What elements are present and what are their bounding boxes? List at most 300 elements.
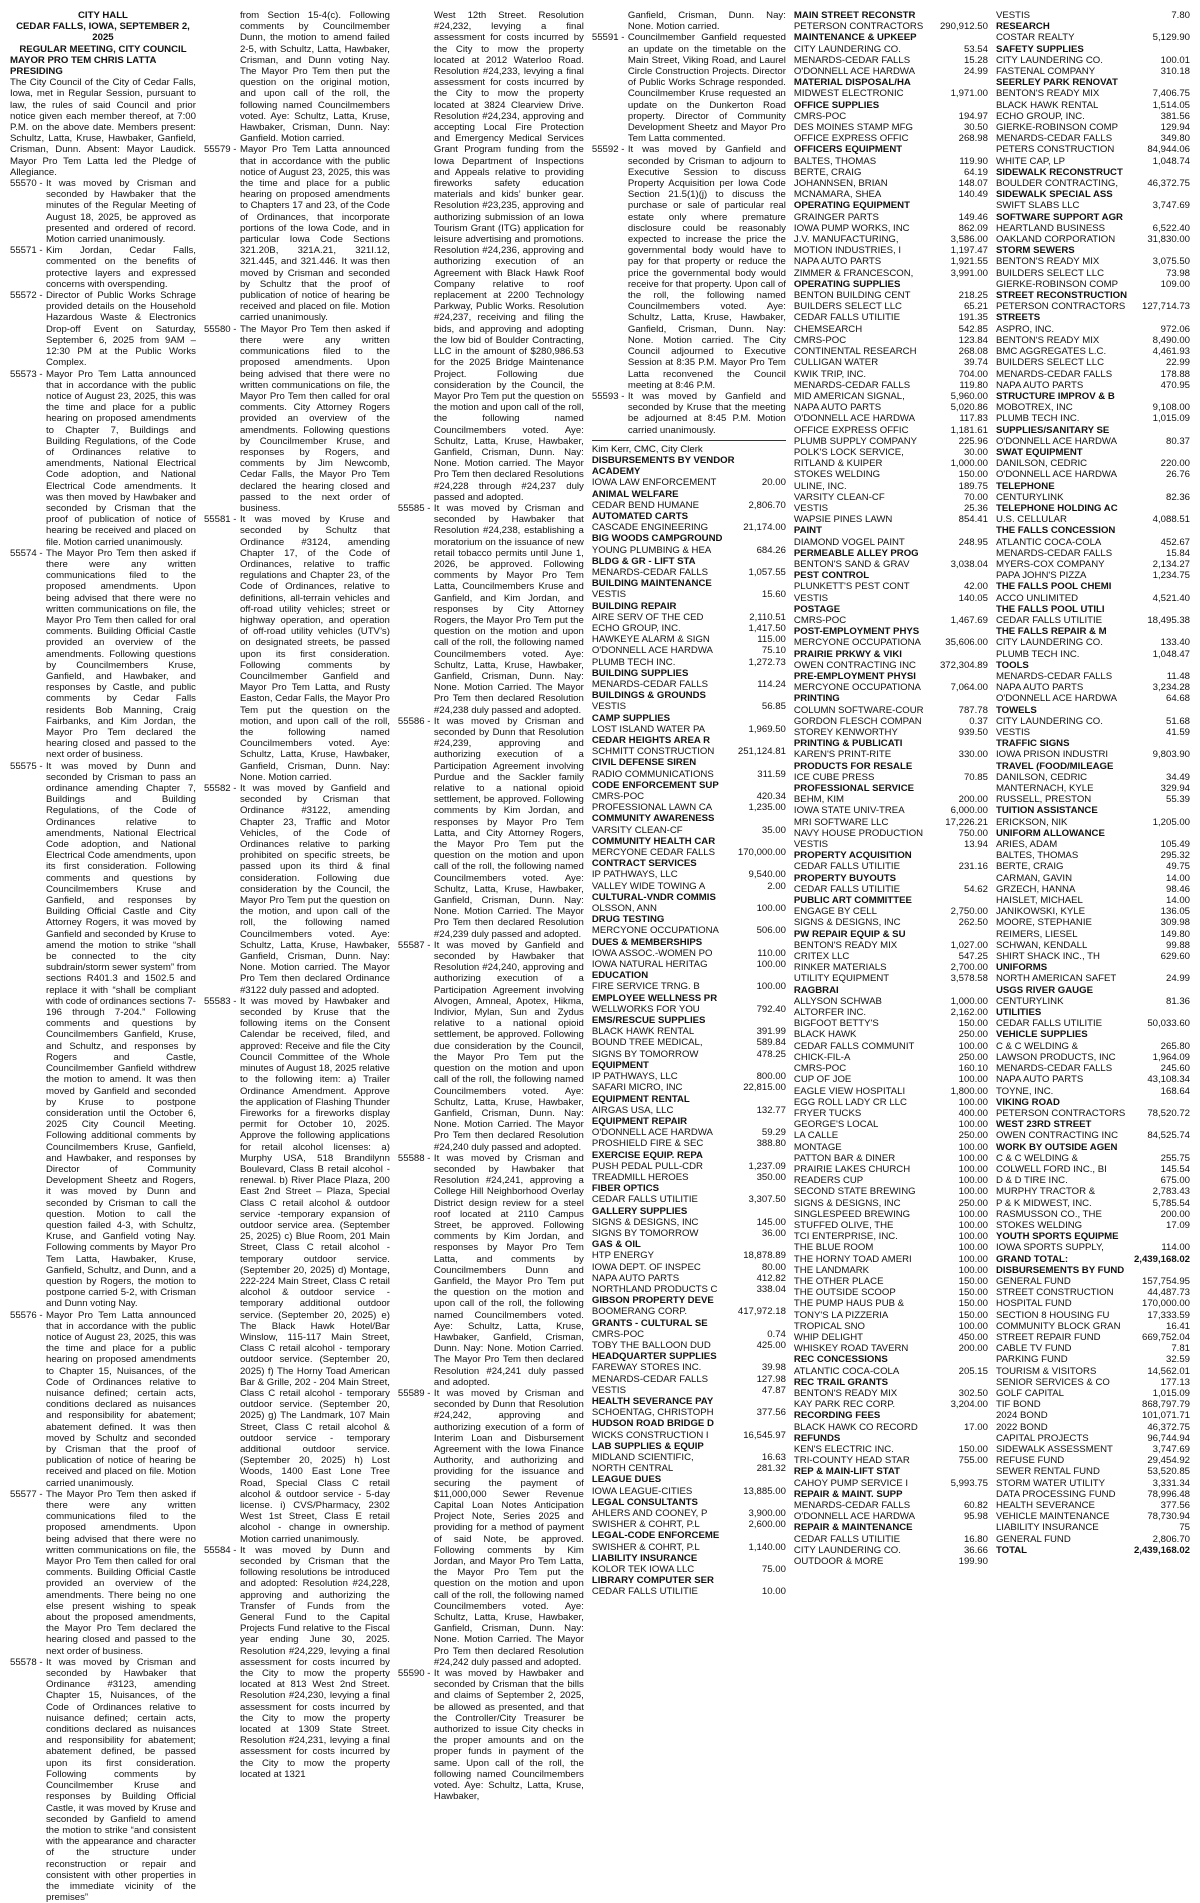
vendor-amount: 302.50 (958, 1387, 988, 1399)
vendor-name: MANTERNACH, KYLE (995, 783, 1094, 795)
vendor-name: IOWA PUMP WORKS, INC (793, 222, 910, 234)
vendor-name: BOUND TREE MEDICAL, (591, 1037, 703, 1049)
category-heading: LIBRARY COMPUTER SER (591, 1575, 714, 1587)
vendor-name: BEHM, KIM (793, 794, 845, 806)
vendor-name: WHISKEY ROAD TAVERN (793, 1343, 909, 1355)
vendor-name: TROPICAL SNO (793, 1320, 865, 1332)
vendor-row (996, 1298, 1190, 1309)
newspaper-page (10, 10, 1190, 1903)
vendor-amount: 3,991.00 (950, 267, 988, 279)
vendor-amount: 13.94 (963, 839, 988, 851)
item-text: Director of Public Works Schrage provided details on the Household Hazardous Waste & Electronics Drop-off Event on Saturday, September 6, 2025 from 9AM – 12:30 PM at the Public Works Complex. (46, 290, 196, 369)
vendor-amount: 78,730.94 (1147, 1511, 1190, 1523)
vendor-amount: 542.85 (958, 323, 988, 335)
vendor-row (996, 346, 1190, 357)
vendor-name: 2024 BOND (995, 1410, 1048, 1422)
vendor-row (794, 1242, 988, 1253)
vendor-amount: 127.98 (756, 1373, 786, 1385)
vendor-row (794, 906, 988, 917)
vendor-row (996, 10, 1190, 21)
vendor-row (592, 1542, 786, 1553)
vendor-row (996, 1175, 1190, 1186)
vendor-row (794, 716, 988, 727)
item-number: 55573 - (10, 368, 43, 380)
category-heading: OFFICERS EQUIPMENT (793, 144, 903, 156)
vendor-row (794, 951, 988, 962)
vendor-row (592, 612, 786, 623)
vendor-amount: 177.13 (1160, 1376, 1190, 1388)
vendor-name: BALTES, THOMAS (793, 155, 877, 167)
vendor-amount: 46,372.75 (1147, 178, 1190, 190)
category-heading: TRAFFIC SIGNS (995, 738, 1070, 750)
vendor-name: GENERAL FUND (995, 1533, 1071, 1545)
vendor-name: DES MOINES STAMP MFG (793, 122, 913, 134)
vendor-name: O'DONNELL ACE HARDWA (591, 645, 713, 657)
grand-total-row (996, 1254, 1190, 1265)
vendor-row (592, 545, 786, 556)
vendor-row (794, 682, 988, 693)
vendor-name: BIGFOOT BETTY'S (793, 1018, 879, 1030)
category-heading: PERMEABLE ALLEY PROG (793, 547, 919, 559)
item-number: 55584 - (203, 1544, 237, 1556)
vendor-row (996, 906, 1190, 917)
vendor-row (996, 402, 1190, 413)
vendor-amount: 100.00 (958, 1242, 988, 1254)
vendor-row (592, 1284, 786, 1295)
vendor-row (794, 1500, 988, 1511)
vendor-row (592, 567, 786, 578)
vendor-name: LA CALLE (793, 1130, 839, 1142)
vendor-amount: 81.36 (1165, 995, 1190, 1007)
vendor-row (592, 1306, 786, 1317)
vendor-amount: 100.00 (958, 1186, 988, 1198)
vendor-amount: 1,000.00 (950, 458, 988, 470)
vendor-amount: 75.00 (761, 1564, 786, 1576)
vendor-amount: 251,124.81 (737, 746, 786, 758)
vendor-name: STREET REPAIR FUND (995, 1331, 1101, 1343)
vendor-row (996, 1343, 1190, 1354)
category-heading: THE FALLS CONCESSION (995, 525, 1116, 537)
vendor-name: BENTON'S READY MIX (995, 88, 1100, 100)
vendor-amount: 96,744.94 (1147, 1432, 1190, 1444)
vendor-row (996, 324, 1190, 335)
vendor-amount: 262.50 (958, 917, 988, 929)
vendor-name: O'DONNELL ACE HARDWA (995, 693, 1118, 705)
vendor-row (996, 839, 1190, 850)
minutes-item (592, 391, 786, 436)
vendor-name: GRAINGER PARTS (793, 211, 879, 223)
vendor-row (996, 850, 1190, 861)
minutes-item (204, 10, 390, 144)
vendor-amount: 84,525.74 (1147, 1130, 1190, 1142)
vendor-name: CUP OF JOE (793, 1074, 852, 1086)
vendor-amount: 78,996.48 (1147, 1488, 1190, 1500)
vendor-name: DIAMOND VOGEL PAINT (793, 536, 905, 548)
vendor-row (592, 1250, 786, 1261)
category-heading: DUES & MEMBERSHIPS (591, 936, 703, 948)
vendor-row (592, 1262, 786, 1273)
vendor-row (996, 1511, 1190, 1522)
category-heading: MAINTENANCE & UPKEEP (793, 32, 917, 44)
vendor-row (996, 1209, 1190, 1220)
vendor-name: FASTENAL COMPANY (995, 66, 1096, 78)
vendor-amount: 133.40 (1160, 637, 1190, 649)
vendor-name: REIMERS, LIESEL (995, 928, 1078, 940)
vendor-name: VESTIS (591, 1384, 626, 1396)
vendor-amount: 18,495.38 (1147, 614, 1190, 626)
vendor-amount: 100.00 (756, 959, 786, 971)
minutes-item (398, 1668, 584, 1802)
vendor-name: CONTINENTAL RESEARCH (793, 346, 917, 358)
category-heading: BUILDING REPAIR (591, 600, 677, 612)
vendor-name: SECTION 8 HOUSING FU (995, 1309, 1110, 1321)
vendor-row (996, 1377, 1190, 1388)
vendor-amount: 5,960.00 (950, 390, 988, 402)
vendor-name: SINGLESPEED BREWING (793, 1208, 911, 1220)
vendor-name: IOWA DEPT. OF INSPEC (591, 1261, 701, 1273)
vendor-name: CMRS-POC (793, 334, 847, 346)
vendor-row (996, 1086, 1190, 1097)
vendor-amount: 268.98 (958, 133, 988, 145)
vendor-amount: 868,797.79 (1141, 1399, 1190, 1411)
vendor-name: NAPA AUTO PARTS (793, 256, 882, 268)
vendor-name: CITY LAUNDERING CO. (793, 43, 901, 55)
item-number: 55582 - (203, 783, 237, 795)
vendor-name: OAKLAND CORPORATION (995, 234, 1116, 246)
item-number: 55570 - (10, 178, 43, 190)
vendor-row (794, 1086, 988, 1097)
vendor-name: CEDAR BEND HUMANE (591, 499, 700, 511)
vendor-name: VESTIS (793, 502, 829, 514)
column-6 (996, 10, 1190, 1627)
item-number: 55586 - (397, 715, 431, 727)
vendor-row (996, 335, 1190, 346)
vendor-name: RITLAND & KUIPER (793, 458, 883, 470)
vendor-row (794, 469, 988, 480)
vendor-name: CMRS-POC (591, 1328, 645, 1340)
vendor-amount: 99.88 (1165, 939, 1190, 951)
vendor-row (794, 1041, 988, 1052)
category-heading: HUDSON ROAD BRIDGE D (591, 1418, 714, 1430)
vendor-row (794, 1074, 988, 1085)
vendor-amount: 114.00 (1161, 1242, 1190, 1254)
vendor-row (592, 1049, 786, 1060)
item-number: 55590 - (397, 1668, 431, 1680)
vendor-row (996, 693, 1190, 704)
vendor-row (794, 111, 988, 122)
vendor-name: MIDLAND SCIENTIFIC, (591, 1452, 694, 1463)
vendor-name: CHEMSEARCH (793, 323, 863, 335)
vendor-name: MONTAGE (793, 1141, 842, 1153)
vendor-amount: 30.00 (963, 446, 988, 458)
vendor-name: BUILDERS SELECT LLC (995, 267, 1105, 279)
vendor-name: KEN'S ELECTRIC INC. (793, 1444, 894, 1455)
category-heading: WORK BY OUTSIDE AGEN (995, 1141, 1118, 1153)
vendor-amount: 29,454.92 (1147, 1455, 1190, 1467)
vendor-name: KWIK TRIP, INC. (793, 368, 867, 380)
vendor-row (996, 256, 1190, 267)
vendor-amount: 7.81 (1171, 1343, 1190, 1355)
vendor-amount: 100.00 (958, 1208, 988, 1220)
vendor-name: TREADMILL HEROES (591, 1171, 689, 1183)
vendor-row (794, 1534, 988, 1545)
vendor-row (996, 940, 1190, 951)
vendor-name: HEALTH SEVERANCE (995, 1500, 1095, 1512)
vendor-row (996, 1478, 1190, 1489)
vendor-row (996, 951, 1190, 962)
vendor-amount: 117.83 (959, 413, 988, 425)
vendor-amount: 100.00 (958, 1141, 988, 1153)
category-heading: THE FALLS POOL CHEMI (995, 581, 1112, 593)
vendor-row (794, 1052, 988, 1063)
item-number: 55579 - (203, 144, 237, 156)
category-heading: LEAGUE DUES (591, 1474, 662, 1486)
vendor-name: HAWKEYE ALARM & SIGN (591, 634, 710, 646)
vendor-name: COLWELL FORD INC., BI (995, 1163, 1107, 1175)
vendor-name: LAWSON PRODUCTS, INC (995, 1051, 1116, 1063)
column-4 (592, 10, 786, 1627)
vendor-name: CEDAR FALLS UTILITIE (793, 861, 900, 873)
category-heading: PUBLIC ART COMMITTEE (793, 895, 912, 907)
item-number: 55580 - (203, 323, 237, 335)
vendor-amount: 372,304.89 (939, 659, 988, 671)
vendor-name: WELLWORKS FOR YOU (591, 1003, 700, 1015)
vendor-name: OUTDOOR & MORE (793, 1556, 884, 1568)
category-heading: SEERLEY PARK RENOVAT (995, 77, 1118, 89)
category-heading: WEST 23RD STREET (995, 1119, 1092, 1131)
vendor-name: BENTON'S SAND & GRAV (793, 558, 910, 570)
vendor-amount: 35.00 (761, 824, 786, 836)
vendor-row (996, 861, 1190, 872)
vendor-amount: 1,000.00 (950, 995, 988, 1007)
vendor-row (592, 1194, 786, 1205)
vendor-amount: 17.09 (1165, 1219, 1190, 1231)
vendor-name: CARMAN, GAVIN (995, 872, 1072, 884)
minutes-item (398, 1388, 584, 1668)
vendor-amount: 268.08 (958, 346, 988, 358)
vendor-row (996, 100, 1190, 111)
vendor-row (794, 1007, 988, 1018)
category-heading: LIABILITY INSURANCE (591, 1552, 698, 1564)
vendor-amount: 100.00 (958, 1253, 988, 1265)
category-heading: PEST CONTROL (793, 570, 870, 582)
vendor-row (592, 802, 786, 813)
vendor-amount: 160.10 (958, 1063, 988, 1075)
vendor-name: JANIKOWSKI, KYLE (995, 906, 1085, 918)
vendor-row (592, 1082, 786, 1093)
vendor-amount: 13,885.00 (743, 1485, 786, 1497)
vendor-name: NORTH CENTRAL (591, 1463, 674, 1475)
vendor-amount: 16.63 (761, 1452, 786, 1463)
vendor-amount: 119.90 (959, 155, 988, 167)
vendor-name: LOST ISLAND WATER PA (591, 723, 706, 735)
category-heading: PROPERTY ACQUISITION (793, 850, 912, 862)
vendor-name: READERS CUP (793, 1175, 864, 1187)
vendor-row (794, 1130, 988, 1141)
vendor-name: C & C WELDING & (995, 1152, 1079, 1164)
vendor-name: JOHANNSEN, BRIAN (793, 178, 888, 190)
vendor-row (996, 1522, 1190, 1533)
vendor-row (996, 1108, 1190, 1119)
vendor-name: YOUNG PLUMBING & HEA (591, 544, 712, 556)
vendor-row (592, 1127, 786, 1138)
vendor-row (794, 402, 988, 413)
vendor-name: BLACK HAWK CO RECORD (793, 1421, 918, 1433)
item-number: 55576 - (10, 1309, 43, 1321)
vendor-amount: 140.49 (958, 189, 988, 201)
vendor-amount: 100.00 (958, 1163, 988, 1175)
vendor-amount: 24.99 (1165, 973, 1190, 985)
vendor-amount: 231.16 (958, 861, 988, 873)
vendor-row (592, 981, 786, 992)
vendor-amount: 3,307.50 (748, 1194, 786, 1206)
vendor-name: WAPSIE PINES LAWN (793, 514, 893, 526)
vendor-name: KOLOR TEK IOWA LLC (591, 1564, 695, 1576)
vendor-name: VEHICLE MAINTENANCE (995, 1511, 1110, 1523)
item-text: The Mayor Pro Tem then asked if there were any written communications filed to the proposed amendments. Upon being advised that there were no written communications on file, the Mayor Pro Tem then called for oral comments. City Attorney Rogers provided an overview of the amendments. Following questions by Councilmember Kruse, and responses by Rogers, and comments by Jim Newcomb, Cedar Falls, the Mayor Pro Tem declared the hearing closed and passed to the next order of business. (239, 323, 390, 514)
vendor-name: CMRS-POC (591, 791, 645, 803)
vendor-row (794, 828, 988, 839)
vendor-row (592, 645, 786, 656)
item-text: It was moved by Ganfield and seconded by Kruse that the meeting be adjourned at 8:45 P.M. Motion carried unanimously. (627, 390, 786, 436)
vendor-row (996, 671, 1190, 682)
vendor-row (794, 1063, 988, 1074)
item-number: 55581 - (203, 514, 237, 526)
vendor-amount: 9,540.00 (748, 869, 786, 881)
vendor-amount: 755.00 (958, 1455, 988, 1467)
vendor-row (794, 917, 988, 928)
vendor-amount: 132.77 (756, 1104, 786, 1116)
vendor-row (996, 279, 1190, 290)
vendor-amount: 101,071.71 (1141, 1410, 1190, 1422)
vendor-name: MIDWEST ELECTRONIC (793, 88, 904, 100)
vendor-amount: 145.00 (756, 1216, 786, 1228)
vendor-amount: 250.00 (958, 1029, 988, 1041)
vendor-name: TOYNE, INC. (995, 1085, 1054, 1097)
vendor-row (794, 481, 988, 492)
category-heading: POST-EMPLOYMENT PHYS (793, 626, 920, 638)
vendor-amount: 170,000.00 (1141, 1298, 1190, 1310)
vendor-amount: 1,205.00 (1152, 816, 1190, 828)
minutes-item (10, 1310, 196, 1489)
vendor-row (794, 1298, 988, 1309)
minutes-item (204, 324, 390, 514)
vendor-name: CEDAR FALLS UTILITIE (793, 1533, 900, 1545)
vendor-row (794, 1231, 988, 1242)
vendor-row (794, 962, 988, 973)
vendor-name: DANILSON, CEDRIC (995, 458, 1088, 470)
vendor-row (794, 861, 988, 872)
item-text: The Mayor Pro Tem then asked if there were any written communications filed to the proposed amendments. Upon being advised that there were no written communications on file, the Mayor Pro Tem then called for oral comments. Building Official Castle provided an overview of the amendments. Following questions by Councilmembers Kruse, Ganfield, and Hawbaker, and responses by Castle, and public comments by Cedar Falls residents Bob Manning, Craig Fairbanks, and Kim Jordan, the Mayor Pro Tem declared the hearing closed and passed to the next order of business. (46, 547, 196, 761)
vendor-name: GIERKE-ROBINSON COMP (995, 278, 1119, 290)
vendor-row (592, 1407, 786, 1418)
vendor-name: ALTORFER INC. (793, 1007, 867, 1019)
vendor-amount: 15.84 (1165, 547, 1190, 559)
vendor-amount: 25.36 (963, 502, 988, 514)
vendor-amount: 2,134.27 (1152, 558, 1190, 570)
vendor-row (592, 881, 786, 892)
vendor-name: NAPA AUTO PARTS (591, 1272, 680, 1284)
item-text: Ganfield, Crisman, Dunn. Nay: None. Motion carried. (627, 10, 786, 33)
vendor-row (996, 223, 1190, 234)
vendor-row (996, 88, 1190, 99)
vendor-name: RASMUSSON CO., THE (995, 1208, 1102, 1220)
vendor-amount: 55.39 (1165, 794, 1190, 806)
vendor-row (996, 1198, 1190, 1209)
vendor-name: O'DONNELL ACE HARDWA (995, 469, 1118, 481)
vendor-name: MURPHY TRACTOR & (995, 1186, 1096, 1198)
vendor-name: FAREWAY STORES INC. (591, 1362, 702, 1374)
vendor-name: GORDON FLESCH COMPAN (793, 715, 922, 727)
vendor-name: STOKES WELDING (793, 469, 881, 481)
vendor-row (996, 1052, 1190, 1063)
vendor-amount: 46,372.75 (1147, 1421, 1190, 1433)
vendor-row (996, 1242, 1190, 1253)
category-heading: REPAIR & MAINT. SUPP (793, 1488, 903, 1500)
item-text: Kim Jordan, Cedar Falls, commented on the benefits of protective layers and expressed concerns with overspending. (46, 245, 196, 290)
item-text: Mayor Pro Tem Latta announced that in accordance with the public notice of August 23, 2025, this was the time and place for a public hearing on proposed amendments to Chapters 17 and 23, of the Code of Ordinances, that incorporate portions of the Iowa Code, and in particular Iowa Code Sections 321.20B, 321A.21, 321I.12, 321.445, and 321.446. It was then moved by Crisman and seconded by Schultz that the proof of publication of notice of hearing be received and placed on file. Motion carried unanimously. (239, 144, 390, 324)
vendor-row (794, 615, 988, 626)
vendor-row (794, 1399, 988, 1410)
vendor-name: MENARDS-CEDAR FALLS (995, 133, 1113, 145)
vendor-row (794, 1209, 988, 1220)
category-heading: STRUCTURE IMPROV & B (995, 390, 1115, 402)
vendor-row (996, 559, 1190, 570)
vendor-amount: 9,803.90 (1152, 749, 1190, 761)
item-text: Mayor Pro Tem Latta announced that in accordance with the public notice of August 23, 2025, this was the time and place for a public hearing on proposed amendments to Chapter 7, Buildings and Building Regulations, of the Code of Ordinances relative to amendments, National Electrical Code adoption, and National Electrical Code amendments. It was then moved by Hawbaker and seconded by Crisman that the proof of publication of notice of hearing be received and placed on file. Motion carried unanimously. (46, 368, 196, 548)
vendor-row (794, 156, 988, 167)
category-heading: PROFESSIONAL SERVICE (793, 783, 915, 795)
vendor-row (996, 1366, 1190, 1377)
vendor-name: CEDAR FALLS UTILITIE (793, 883, 900, 895)
vendor-amount: 452.67 (1160, 536, 1190, 548)
vendor-row (592, 959, 786, 970)
vendor-amount: 65.21 (963, 301, 988, 313)
vendor-row (794, 839, 988, 850)
vendor-amount: 2,806.70 (748, 499, 786, 511)
vendor-amount: 1,964.09 (1152, 1051, 1190, 1063)
vendor-amount: 3,900.00 (748, 1508, 786, 1520)
vendor-name: NAVY HOUSE PRODUCTION (793, 827, 924, 839)
vendor-row (592, 1340, 786, 1351)
item-number: 55593 - (591, 390, 625, 402)
vendor-row (794, 1388, 988, 1399)
vendor-amount: 8,490.00 (1152, 334, 1190, 346)
vendor-name: DANILSON, CEDRIC (995, 771, 1088, 783)
vendor-name: RINKER MATERIALS (793, 962, 887, 974)
vendor-name: MERCYONE CEDAR FALLS (591, 847, 716, 859)
vendor-name: VESTIS (591, 589, 626, 601)
vendor-name: CMRS-POC (793, 1063, 847, 1075)
vendor-amount: 5,993.75 (950, 1477, 988, 1489)
vendor-row (996, 749, 1190, 760)
vendor-name: BMC AGGREGATES L.C. (995, 346, 1107, 358)
vendor-name: GEORGE'S LOCAL (793, 1119, 879, 1131)
vendor-amount: 54.62 (963, 883, 988, 895)
vendor-name: U.S. CELLULAR (995, 514, 1067, 526)
grand-total-amount: 2,439,168.02 (1133, 1253, 1190, 1265)
vendor-amount: 30.50 (963, 122, 988, 134)
vendor-row (794, 1511, 988, 1522)
vendor-name: PROFESSIONAL LAWN CA (591, 802, 713, 814)
item-number: 55577 - (10, 1488, 43, 1500)
vendor-row (996, 794, 1190, 805)
category-heading: PROPERTY BUYOUTS (793, 872, 897, 884)
vendor-name: MENARDS-CEDAR FALLS (591, 678, 709, 690)
vendor-row (996, 1276, 1190, 1287)
item-number: 55575 - (10, 760, 43, 772)
vendor-amount: 105.49 (1160, 839, 1190, 851)
